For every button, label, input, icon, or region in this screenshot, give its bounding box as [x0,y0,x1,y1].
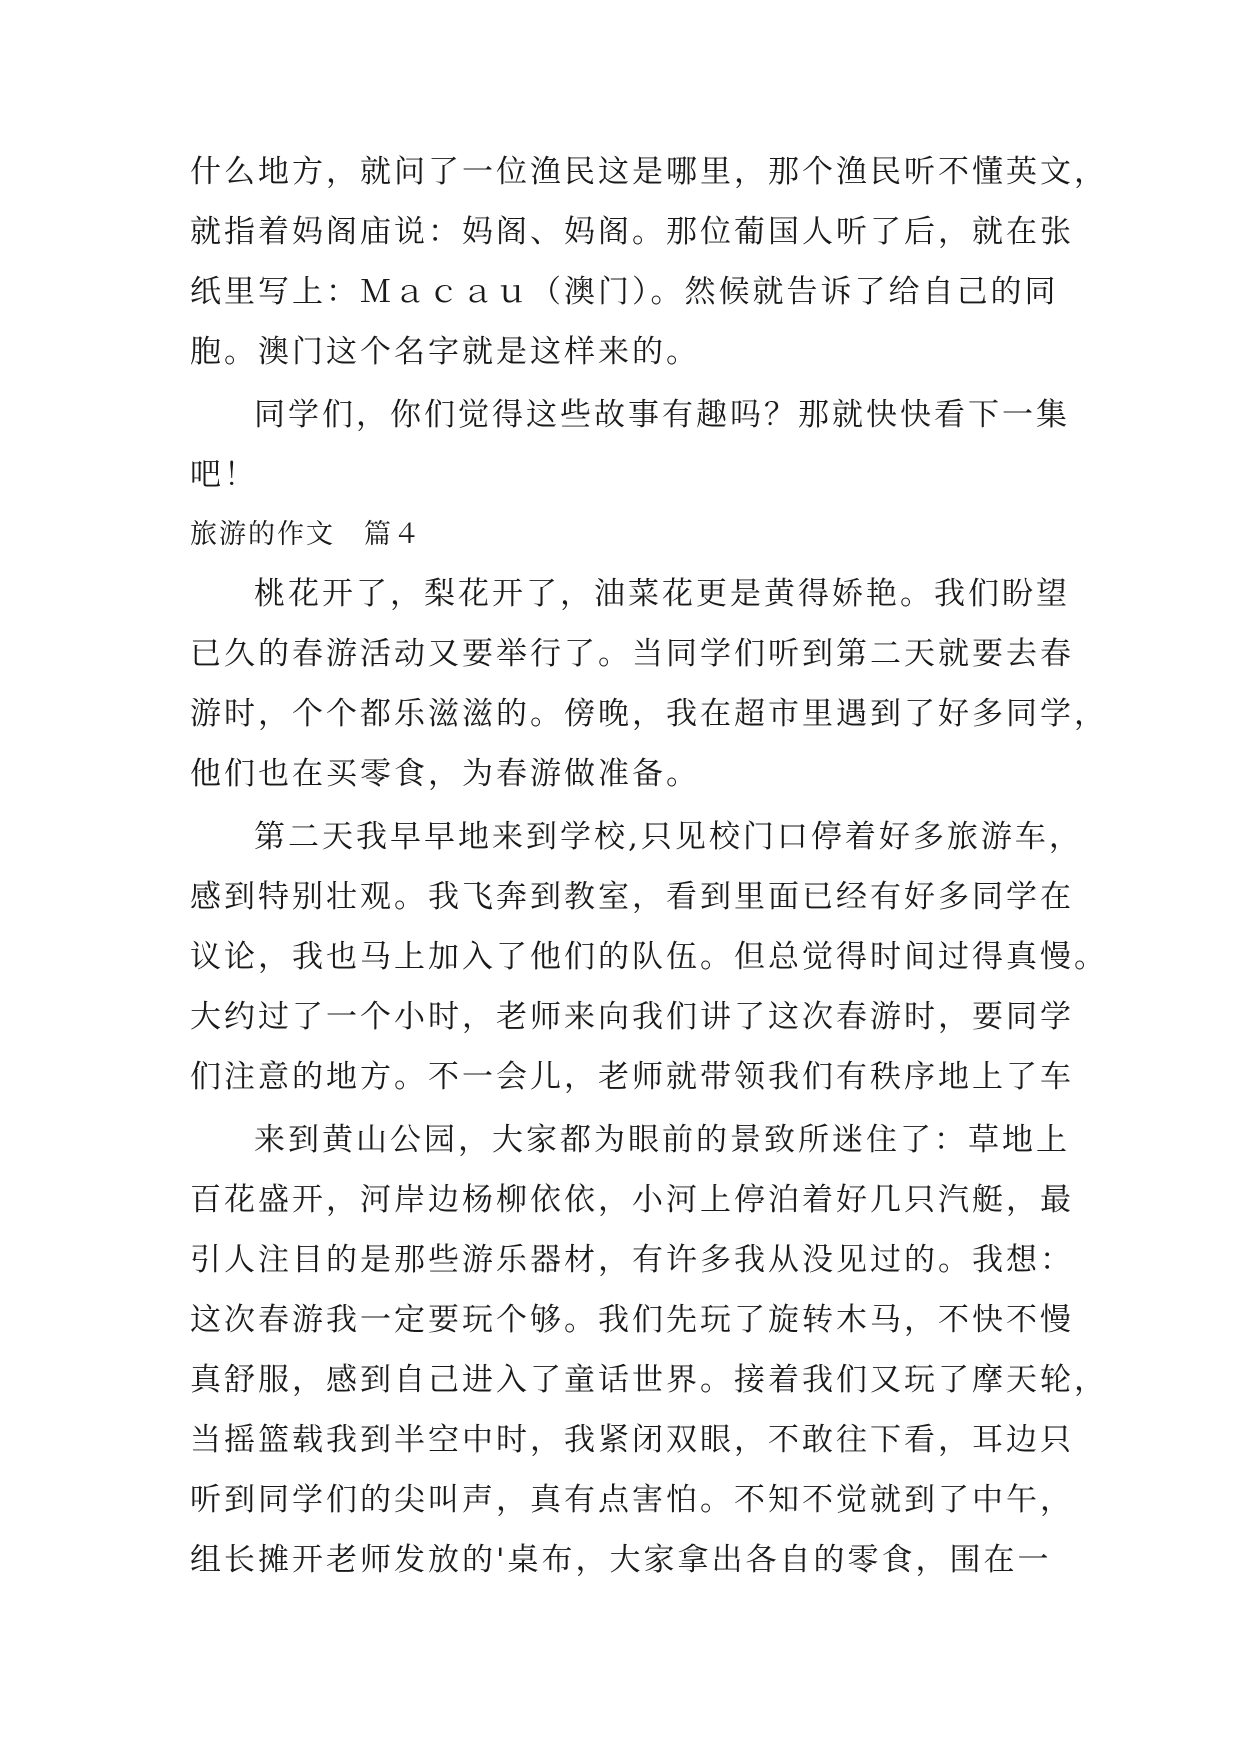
text-line: 真舒服，感到自己进入了童话世界。接着我们又玩了摩天轮， [190,1362,1108,1398]
text-line: 这次春游我一定要玩个够。我们先玩了旋转木马，不快不慢 [190,1302,1074,1338]
text-line: 听到同学们的尖叫声，真有点害怕。不知不觉就到了中午， [190,1482,1074,1518]
paragraph-first-line: 来到黄山公园，大家都为眼前的景致所迷住了：草地上 [254,1122,1070,1158]
text-line: 们注意的地方。不一会儿，老师就带领我们有秩序地上了车 [190,1059,1074,1095]
text-line: 游时，个个都乐滋滋的。傍晚，我在超市里遇到了好多同学， [190,696,1108,732]
text-line: 胞。澳门这个名字就是这样来的。 [190,334,700,370]
text-line: 组长摊开老师发放的'桌布，大家拿出各自的零食，围在一 [190,1542,1052,1578]
paragraph-first-line: 同学们，你们觉得这些故事有趣吗？那就快快看下一集 [254,397,1070,433]
text-line: 感到特别壮观。我飞奔到教室，看到里面已经有好多同学在 [190,879,1074,915]
text-line: 什么地方，就问了一位渔民这是哪里，那个渔民听不懂英文， [190,154,1108,190]
text-line: 就指着妈阁庙说：妈阁、妈阁。那位葡国人听了后，就在张 [190,214,1074,250]
text-line: 纸里写上：Ｍａｃａｕ（澳门）。然候就告诉了给自己的同 [190,274,1059,310]
text-line: 大约过了一个小时，老师来向我们讲了这次春游时，要同学 [190,999,1074,1035]
text-line: 他们也在买零食，为春游做准备。 [190,756,700,792]
paragraph-first-line: 第二天我早早地来到学校,只见校门口停着好多旅游车， [254,819,1083,855]
paragraph-first-line: 桃花开了，梨花开了，油菜花更是黄得娇艳。我们盼望 [254,576,1070,612]
text-line: 吧！ [190,457,258,493]
text-line: 已久的春游活动又要举行了。当同学们听到第二天就要去春 [190,636,1074,672]
text-line: 百花盛开，河岸边杨柳依依，小河上停泊着好几只汽艇，最 [190,1182,1074,1218]
text-line: 引人注目的是那些游乐器材，有许多我从没见过的。我想： [190,1242,1074,1278]
section-heading: 旅游的作文 篇４ [190,519,422,550]
text-line: 当摇篮载我到半空中时，我紧闭双眼，不敢往下看，耳边只 [190,1422,1074,1458]
text-line: 议论，我也马上加入了他们的队伍。但总觉得时间过得真慢。 [190,939,1108,975]
